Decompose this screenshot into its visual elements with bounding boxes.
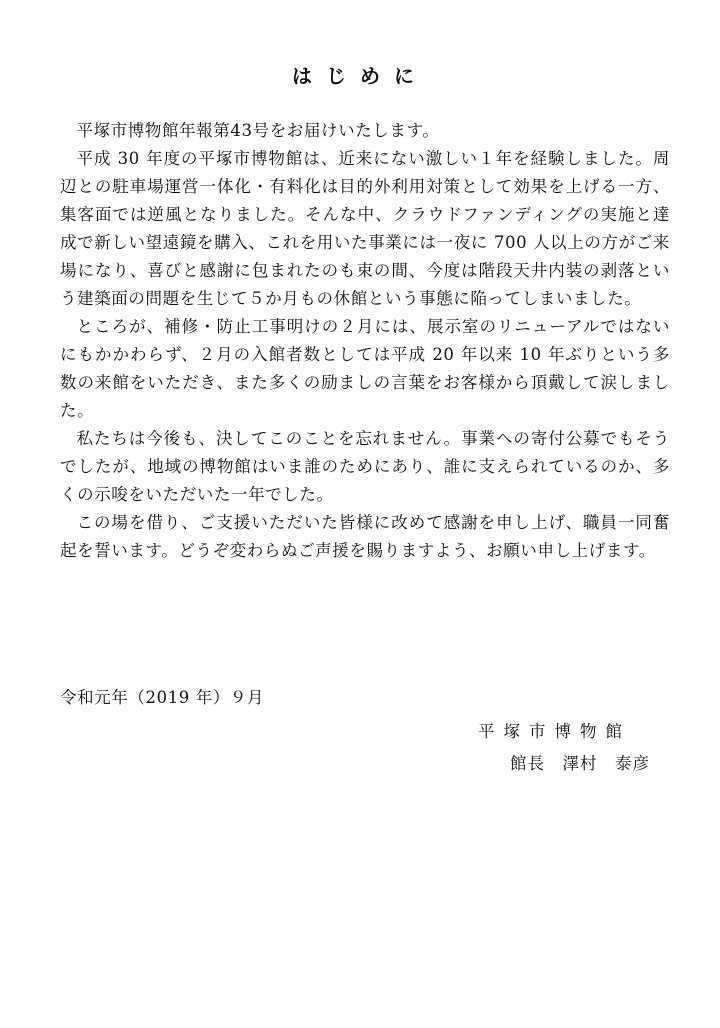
paragraph-4: 私たちは今後も、決してこのことを忘れません。事業への寄付公募でもそうでしたが、地域の博物館はいま誰のためにあり、誰に支えられているのか、多くの示唆をいただいた一年でした。	[60, 429, 670, 504]
signer-name: 館長 澤村 泰彦	[510, 754, 650, 773]
body-text	[60, 117, 670, 565]
paragraph-3: ところが、補修・防止工事明けの２月には、展示室のリニューアルではないにもかかわらず、２月の入館者数としては平成 20 年以来 10 年ぶりという多数の来館をいただき、また多くの励ましの言葉をお客様から頂戴して涙しました。	[60, 317, 670, 420]
organization-name: 平塚市博物館	[478, 722, 631, 741]
paragraph-1: 平塚市博物館年報第43号をお届けいたします。	[76, 121, 440, 140]
page-title: はじめに	[292, 64, 428, 88]
paragraph-2: 平成 30 年度の平塚市博物館は、近来にない激しい１年を経験しました。周辺との駐車場運営一体化・有料化は目的外利用対策として効果を上げる一方、集客面では逆風となりました。そんな中、クラウドファンディングの実施と達成で新しい望遠鏡を購入、これを用いた事業には一夜に 700 人以上の方がご来場になり、喜びと感謝に包まれたのも束の間、今度は階段天井内装の剥落という建築面の問題を生じて５か月もの休館という事態に陥ってしまいました。	[60, 149, 670, 308]
paragraph-5: この場を借り、ご支援いただいた皆様に改めて感謝を申し上げ、職員一同奮起を誓います。どうぞ変わらぬご声援を賜りますよう、お願い申し上げます。	[60, 513, 670, 560]
document-date: 令和元年（2019 年）９月	[60, 688, 265, 707]
